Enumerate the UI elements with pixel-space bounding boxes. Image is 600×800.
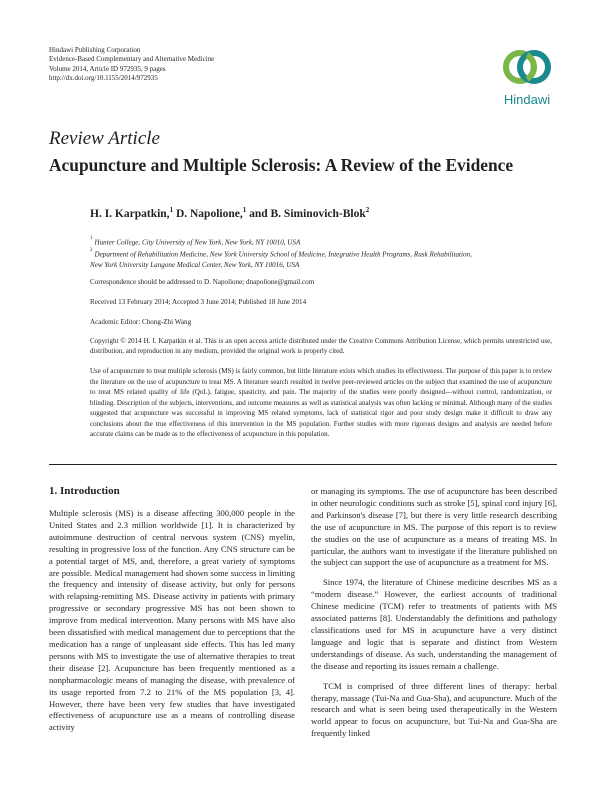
doi-link[interactable]: http://dx.doi.org/10.1155/2014/972935 (49, 74, 158, 83)
affiliation-text: Hunter College, City University of New York, New York, NY 10010, USA (94, 238, 301, 247)
paragraph: Since 1974, the literature of Chinese medicine describes MS as a “modern disease.” However, the earliest accounts of traditional Chinese medicine (TCM) refer to treatments of patients with MS associated patterns [8]. Understandably the definitions and pathology classifications used for MS in acupuncture have a very distinct language and logic that is separate and distinct from Western understandings of disease. As such, understanding the management of the disease and reporting its issues remain a challenge. (311, 577, 557, 671)
affiliation-marker: 2 (90, 247, 93, 253)
author-affil-marker: 1 (242, 206, 247, 214)
hindawi-logo (497, 45, 557, 107)
affiliation-text: Department of Rehabilitation Medicine, New York University School of Medicine, Integrative Health Programs, Rusk Rehabilitation, (94, 250, 472, 259)
publication-info (49, 46, 214, 84)
hindawi-rings-icon (500, 45, 554, 89)
paragraph: TCM is comprised of three different lines of therapy: herbal therapy, massage (Tui-Na and Gua-Sha), and acupuncture. Much of the research and what is seen being used therapeutically in the Western world appear to focus on acupuncture, but Tui-Na and Gua-Sha are frequently linked (311, 680, 557, 739)
correspondence: Correspondence should be addressed to D. Napolione; dnapolione@gmail.com (90, 278, 315, 286)
abstract: Use of acupuncture to treat multiple sclerosis (MS) is fairly common, but little literature exists which studies its effectiveness. The purpose of this paper is to review the literature on the use of acupuncture to treat MS. A literature search resulted in twelve peer-reviewed articles on the subject that examined the use of acupuncture to treat MS related quality of life (QoL), fatigue, spasticity, and pain. The majority of the studies were poorly designed—without control, randomization, or blinding. Description of the subjects, interventions, and outcome measures as well as statistical analysis was often lacking or minimal. Although many of the studies suggested that acupuncture was successful in improving MS related symptoms, lack of statistical rigor and poor study design make it difficult to draw any conclusions about the true effectiveness of this intervention in the MS population. Further studies with more rigorous designs and analysis are needed before accurate claims can be made as to the effectiveness of acupuncture in this population. (90, 367, 552, 438)
article-type: Review Article (49, 128, 160, 149)
author-name: and B. Siminovich-Blok (246, 207, 366, 220)
logo-text: Hindawi (503, 92, 551, 107)
academic-editor: Academic Editor: Chong-Zhi Wang (90, 318, 192, 326)
author-name: D. Napolione, (173, 207, 243, 220)
affiliation-text: New York University Langone Medical Center, New York, NY 10016, USA (90, 260, 300, 269)
body-column-left (49, 508, 295, 734)
section-divider (49, 464, 557, 465)
affiliation (90, 248, 560, 260)
journal-name: Evidence-Based Complementary and Alternative Medicine (49, 55, 215, 64)
copyright-notice: Copyright © 2014 H. I. Karpatkin et al. This is an open access article distributed under the Creative Commons Attribution License, which permits unrestricted use, distribution, and reproduction in any medium, provided the original work is properly cited. (90, 337, 552, 356)
paragraph: Multiple sclerosis (MS) is a disease affecting 300,000 people in the United States and 2.3 million worldwide [1]. It is characterized by autoimmune destruction of central nervous system (CNS) myelin, resulting in progressive loss of the function. Any CNS structure can be a potential target of MS, and, therefore, a great variety of symptoms are possible. Medical management had shown some success in limiting the frequency and intensity of disease activity, but only for persons with relapsing-remitting MS. Disease activity in patients with primary progressive or secondary progressive MS has not been shown to improve from medical intervention. Many persons with MS have also been dissatisfied with medical management due to perceptions that the medication has a range of unpleasant side effects. This has led many persons with MS to investigate the use of alternative therapies to treat their disease [2]. Acupuncture has been frequently mentioned as a nonpharmacologic means of managing the disease, with prevalence of its usage reported from 7.2 to 21% of the MS population [3, 4]. However, there have been very few studies that have investigated effectiveness of acupuncture use as a means of controlling disease activity (49, 508, 295, 733)
author-list (90, 206, 369, 220)
author-affil-marker: 2 (365, 206, 370, 214)
author-name: H. I. Karpatkin, (90, 207, 170, 220)
section-heading: 1. Introduction (49, 485, 120, 497)
publication-dates: Received 13 February 2014; Accepted 3 June 2014; Published 18 June 2014 (90, 298, 307, 306)
paragraph: or managing its symptoms. The use of acupuncture has been described in other neurologic conditions such as stroke [5], spinal cord injury [6], and Parkinson's disease [7], but there is very little research describing the use of acupuncture in MS. The purpose of this report is to review the studies on the use of acupuncture as a means of treating MS. In particular, the authors want to investigate if the literature published on the subject can support the use of acupuncture as a treatment for MS. (311, 486, 557, 568)
author-affil-marker: 1 (169, 206, 174, 214)
article-title: Acupuncture and Multiple Sclerosis: A Review of the Evidence (49, 155, 514, 175)
affiliation-continued (90, 260, 560, 270)
publisher-name: Hindawi Publishing Corporation (49, 46, 141, 54)
affiliation (90, 236, 560, 248)
body-column-right (311, 486, 557, 740)
volume-info: Volume 2014, Article ID 972935, 9 pages (49, 64, 166, 73)
affiliations (90, 236, 560, 270)
affiliation-marker: 1 (90, 236, 93, 241)
